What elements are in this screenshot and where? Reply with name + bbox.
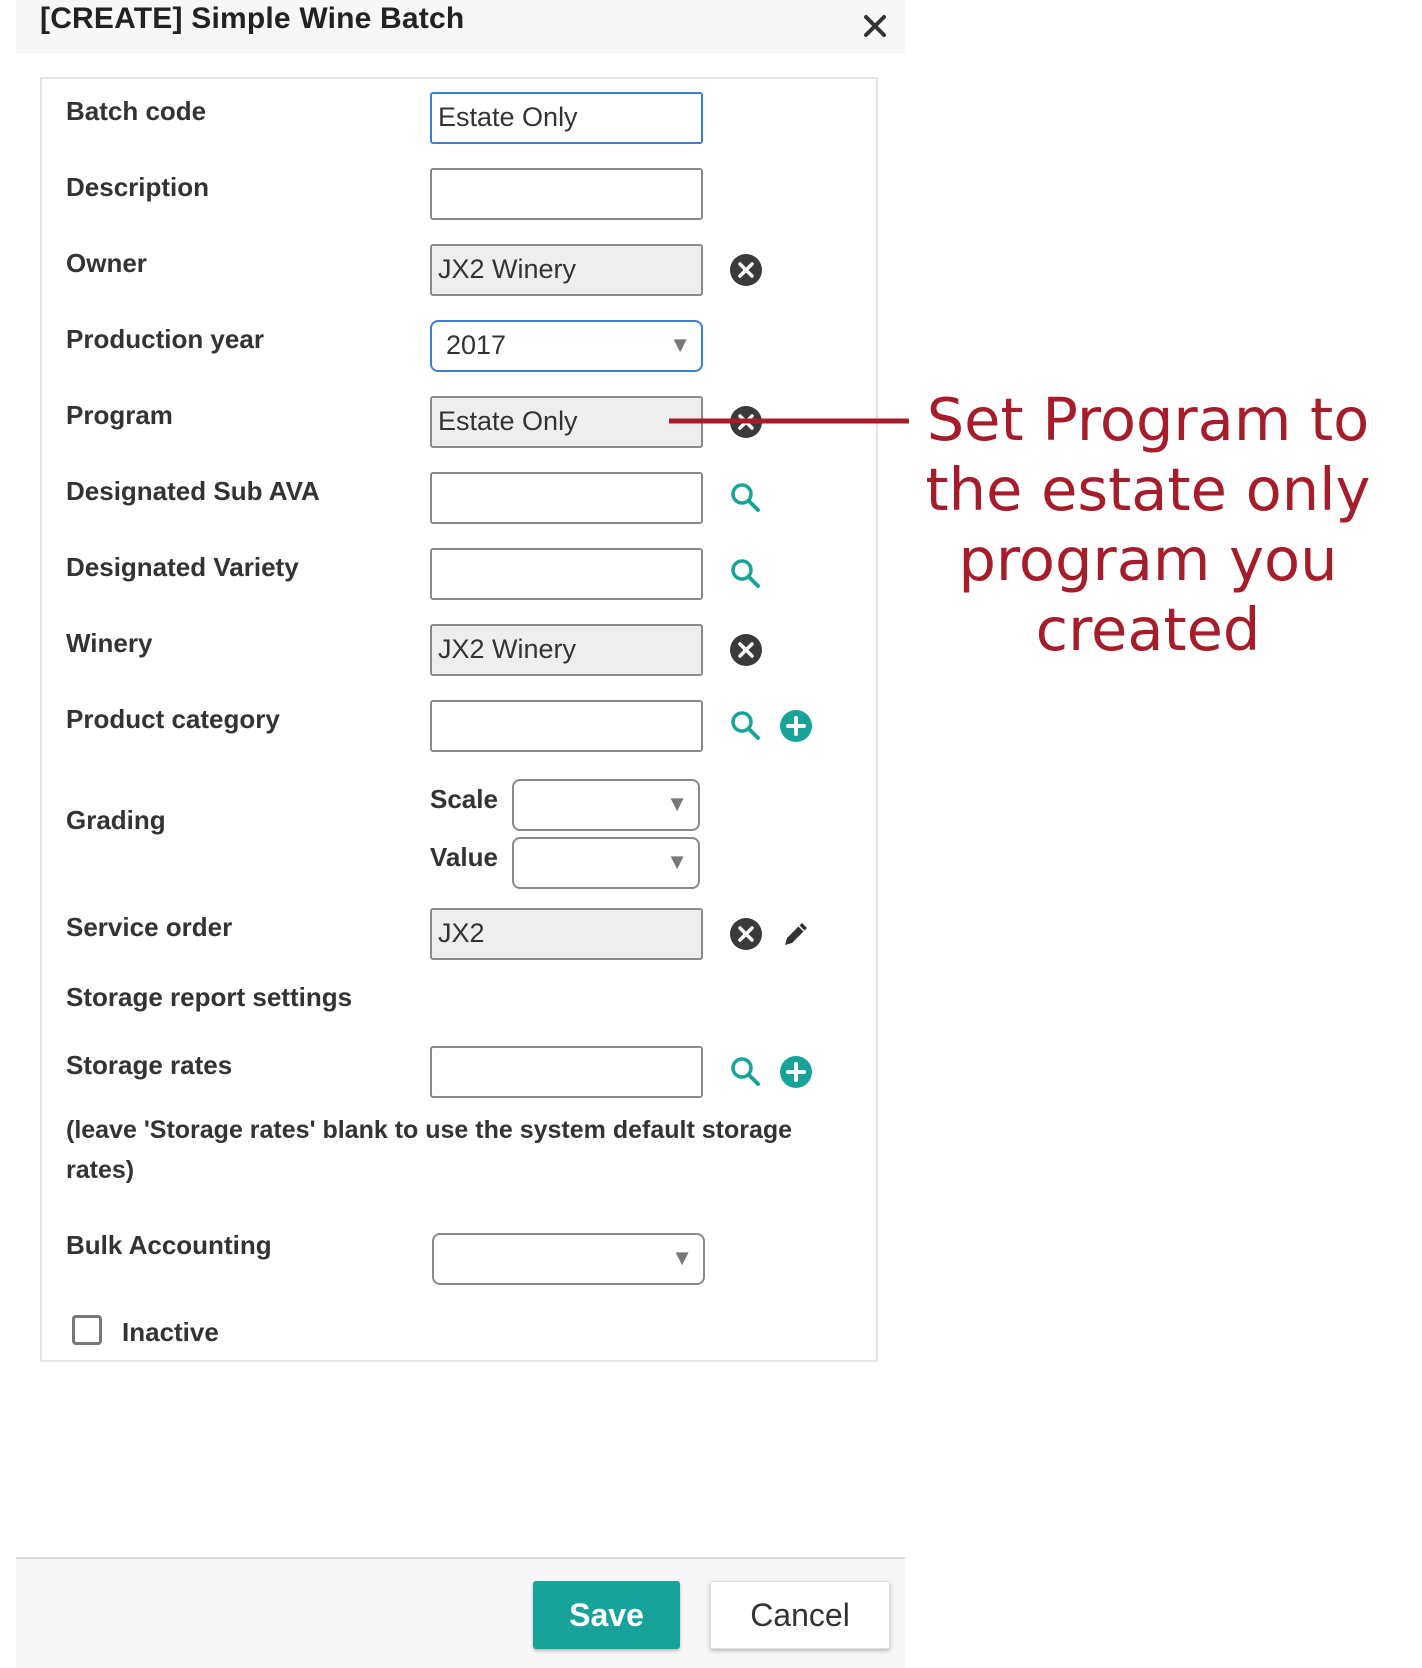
inactive-checkbox[interactable] [72,1315,102,1345]
storage-rates-note: (leave 'Storage rates' blank to use the system default storage rates) [66,1116,793,1184]
production-year-value: 2017 [446,330,507,360]
designated-variety-label: Designated Variety [66,552,299,582]
owner-clear-icon[interactable] [729,253,763,287]
inactive-label: Inactive [122,1317,219,1347]
service-order-field[interactable]: JX2 [430,908,703,960]
description-input[interactable] [430,168,703,220]
storage-report-settings-heading: Storage report settings [66,982,353,1012]
program-field[interactable]: Estate Only [430,396,703,448]
batch-code-input[interactable]: Estate Only [430,92,703,144]
create-batch-dialog [16,0,905,1666]
grading-label: Grading [66,805,166,835]
winery-field[interactable]: JX2 Winery [430,624,703,676]
description-label: Description [66,172,210,202]
production-year-label: Production year [66,324,264,354]
winery-clear-icon[interactable] [729,633,763,667]
dialog-header [16,0,905,54]
product-category-input[interactable] [430,700,703,752]
bulk-accounting-select[interactable] [432,1233,705,1285]
product-category-label: Product category [66,704,280,734]
grading-scale-select[interactable] [512,779,700,831]
batch-code-label: Batch code [66,96,207,126]
winery-label: Winery [66,628,153,658]
sub-ava-search-icon[interactable] [729,481,763,515]
cancel-button[interactable]: Cancel [710,1581,890,1649]
close-icon[interactable] [860,10,890,40]
chevron-down-icon: ▼ [666,849,688,874]
program-label: Program [66,400,173,430]
service-order-clear-icon[interactable] [729,917,763,951]
grading-scale-label: Scale [430,784,498,814]
form-panel [40,77,878,1362]
chevron-down-icon: ▼ [666,791,688,816]
dialog-title: [CREATE] Simple Wine Batch [40,2,465,35]
production-year-select[interactable] [430,320,703,372]
chevron-down-icon: ▼ [671,1245,693,1270]
storage-rates-search-icon[interactable] [729,1055,763,1089]
bulk-accounting-label: Bulk Accounting [66,1230,272,1260]
product-category-search-icon[interactable] [729,709,763,743]
designated-sub-ava-label: Designated Sub AVA [66,476,320,506]
storage-rates-label: Storage rates [66,1050,233,1080]
grading-value-label: Value [430,842,498,872]
storage-rates-add-icon[interactable] [779,1055,813,1089]
grading-value-select[interactable] [512,837,700,889]
owner-label: Owner [66,248,147,278]
variety-search-icon[interactable] [729,557,763,591]
product-category-add-icon[interactable] [779,709,813,743]
pencil-icon[interactable] [779,917,813,951]
designated-sub-ava-input[interactable] [430,472,703,524]
storage-rates-input[interactable] [430,1046,703,1098]
chevron-down-icon: ▼ [669,332,691,357]
callout-annotation: Set Program to the estate only program you created [925,385,1371,664]
owner-field[interactable]: JX2 Winery [430,244,703,296]
dialog-footer [16,1557,905,1668]
program-clear-icon[interactable] [729,405,763,439]
designated-variety-input[interactable] [430,548,703,600]
service-order-label: Service order [66,912,233,942]
save-button[interactable]: Save [533,1581,680,1649]
